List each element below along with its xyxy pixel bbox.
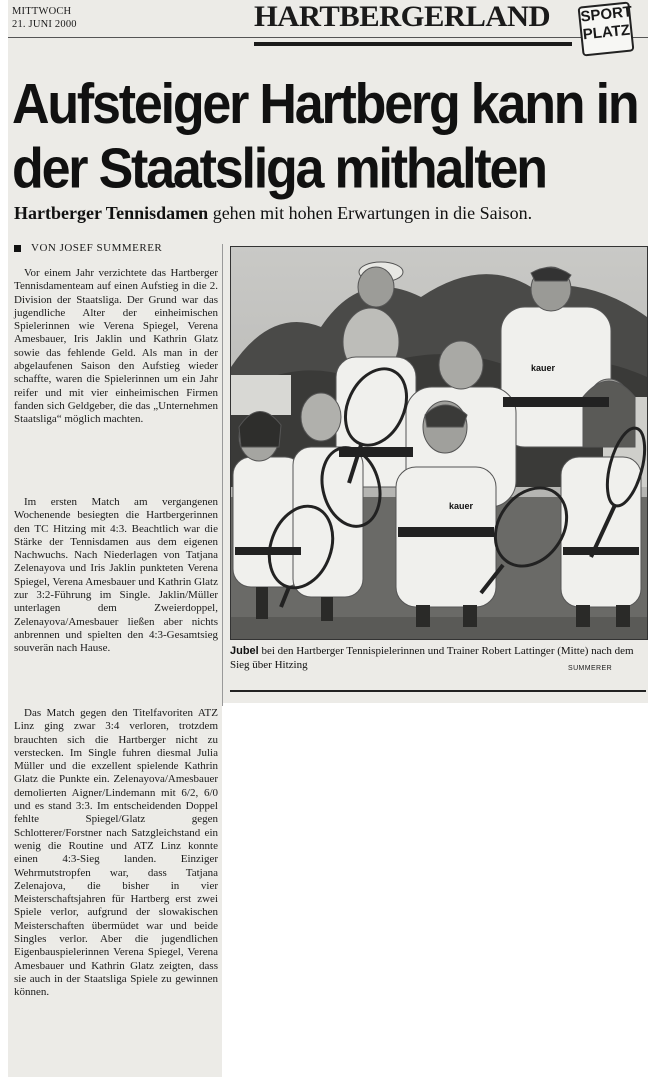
byline <box>14 242 162 254</box>
article-paragraph-3: Das Match gegen den Titelfavoriten ATZ Linz ging zwar 3:4 verloren, trotzdem brauchten sich die Hartberger nicht zu verstecken. Im Single fuhren diesmal Julia Müller und die exzellent spielende Kathrin Glatz die Punkte ein. Zelenayova/Amesbauer demolierten Aigner/Lindemann mit 6/2, 6/0 und es stand 3:3. Im entscheidenden Doppel fehlte Spiegel/Glatz gegen Schlotterer/Forstner nach Satzgleichstand ein wenig die Routine und ATZ Linz konnte einen 4:3-Sieg landen. Einziger Wehrmutstropfen war, dass Tatjana Zelenajova, die bisher in vier Meisterschaftsjahren für Hartberg erst zwei Spiele verlor, aufgrund der slowakischen Meisterschaften übermüdet war und beide Singles verlor. Aber die jugendlichen Eigenbauspielerinnen Verena Spiegel, Verena Amesbauer und Kathrin Glatz zeigten, dass sie auch in der Staatsliga Spiele zu gewinnen können. <box>14 707 218 999</box>
sportplatz-stamp <box>578 1 635 56</box>
caption-lead: Jubel <box>230 645 259 657</box>
caption-text: bei den Hartberger Tennispielerinnen und Trainer Robert Lattinger (Mitte) nach dem Sieg über Hitzing <box>230 645 634 671</box>
issue-date-text: 21. JUNI 2000 <box>12 19 77 30</box>
article-paragraph-2: Im ersten Match am vergangenen Wochenende besiegten die Hartbergerinnen den TC Hitzing mit 4:3. Beachtlich war die Stärke der Tennisdamen aus dem eigenen Nachwuchs. Nach Niederlagen von Tatjana Zelenayova und Iris Jaklin punkteten Verena Spiegel, Verena Amesbauer und Kathrin Glatz zur 3:2-Führung im Single. Jaklin/Müller unterlagen dem Zweierdoppel, Zelenayova/Amesbauer ließen aber nichts anbrennen und spielten den 4:3-Gesamtsieg souverän nach Hause. <box>14 496 218 655</box>
subheadline-lead: Hartberger Tennisdamen <box>14 203 209 223</box>
stamp-line-1: SPORT <box>579 3 633 26</box>
header-rule <box>8 37 648 38</box>
column-divider <box>222 244 223 706</box>
headline: Aufsteiger Hartberg kann in der Staatsliga mithalten <box>12 73 638 201</box>
section-underline <box>254 42 572 46</box>
issue-weekday: MITTWOCH <box>12 6 72 17</box>
team-photo <box>230 246 648 640</box>
photo-credit: SUMMERER <box>568 665 613 672</box>
shirt-logo-front: kauer <box>449 501 474 511</box>
team-photo-illustration <box>231 247 647 639</box>
subheadline-rest: gehen mit hohen Erwartungen in die Saison. <box>208 203 533 223</box>
section-title: HARTBERGERLAND <box>254 0 551 33</box>
issue-date <box>12 5 77 31</box>
byline-square-icon <box>14 245 21 252</box>
newspaper-page <box>8 0 648 1077</box>
stamp-line-2: PLATZ <box>581 21 631 44</box>
shirt-logo-coach: kauer <box>531 363 556 373</box>
subheadline <box>14 203 532 224</box>
byline-author: VON JOSEF SUMMERER <box>31 242 163 254</box>
caption-rule <box>230 690 646 692</box>
article-paragraph-1: Vor einem Jahr verzichtete das Hartberger Tennisdamenteam auf einen Aufstieg in die 2. Division der Staatsliga. Der Grund war das jugendliche Alter der einheimischen Spielerinnen wie Verena Spiegel, Verena Amesbauer, Iris Jaklin und Kathrin Glatz sowie das fehlende Geld. Als man in der abgelaufenen Saison den Aufstieg wieder schaffte, waren die Spielerinnen um ein Jahr reifer und mit vier einheimischen Firmen fanden sich Geldgeber, die das „Unternehmen Staatsliga“ möglich machten. <box>14 267 218 426</box>
